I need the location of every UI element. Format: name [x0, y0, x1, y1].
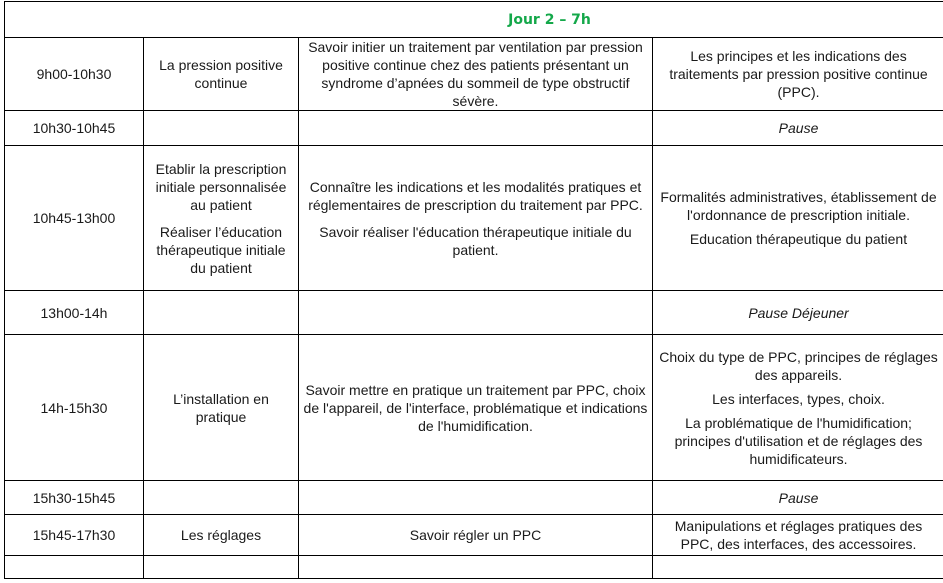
content-text: Choix du type de PPC, principes de réglages des appareils. [659, 348, 938, 383]
time-cell: 15h30-15h45 [5, 481, 144, 515]
objective-text: Savoir réaliser l'éducation thérapeutique initiale du patient. [319, 223, 632, 258]
objective-cell [299, 146, 653, 291]
content-cell: Pause Déjeuner [653, 291, 943, 335]
table-row [5, 481, 943, 515]
content-cell: Les principes et les indications des traitements par pression positive continue (PPC). [653, 38, 943, 111]
empty-cell [653, 556, 943, 579]
empty-cell [299, 556, 653, 579]
content-text: Education thérapeutique du patient [689, 231, 908, 247]
topic-text: Réaliser l’éducation thérapeutique initiale du patient [156, 223, 286, 276]
content-cell [653, 146, 943, 291]
time-cell: 14h-15h30 [5, 335, 144, 481]
empty-cell [5, 556, 144, 579]
empty-cell [144, 556, 299, 579]
objective-cell [299, 291, 653, 335]
content-cell: Pause [653, 481, 943, 515]
objective-cell: Savoir initier un traitement par ventilation par pression positive continue chez des patients présentant un syndrome d’apnées du sommeil de type obstructif sévère. [299, 38, 653, 111]
topic-cell: Les réglages [144, 515, 299, 556]
topic-cell: L’installation en pratique [144, 335, 299, 481]
objective-cell: Savoir régler un PPC [299, 515, 653, 556]
objective-text: Connaître les indications et les modalités pratiques et réglementaires de prescription du traitement par PPC. [308, 178, 643, 213]
day-schedule-table [4, 1, 943, 579]
empty-row [5, 556, 943, 579]
day-title: Jour 2 – 7h [508, 11, 591, 28]
topic-cell [144, 481, 299, 515]
topic-cell: La pression positive continue [144, 38, 299, 111]
topic-cell [144, 146, 299, 291]
table-row [5, 38, 943, 111]
objective-cell [299, 111, 653, 146]
table-row [5, 291, 943, 335]
topic-cell [144, 291, 299, 335]
time-cell: 9h00-10h30 [5, 38, 144, 111]
content-text: Formalités administratives, établissement de l'ordonnance de prescription initiale. [660, 189, 937, 223]
table-row [5, 515, 943, 556]
objective-cell: Savoir mettre en pratique un traitement par PPC, choix de l'appareil, de l'interface, problématique et indications de l'humidification. [299, 335, 653, 481]
objective-cell [299, 481, 653, 515]
title-row [5, 2, 943, 38]
table-row [5, 146, 943, 291]
topic-cell [144, 111, 299, 146]
time-cell: 10h45-13h00 [5, 146, 144, 291]
content-text: La problématique de l'humidification; principes d'utilisation et de réglages des humidificateurs. [674, 414, 923, 467]
table-row [5, 335, 943, 481]
time-cell: 15h45-17h30 [5, 515, 144, 556]
table-row [5, 111, 943, 146]
topic-text: Etablir la prescription initiale personnalisée au patient [155, 160, 287, 213]
time-cell: 10h30-10h45 [5, 111, 144, 146]
content-text: Les interfaces, types, choix. [712, 390, 885, 407]
day-title-cell [5, 2, 943, 38]
content-cell: Manipulations et réglages pratiques des PPC, des interfaces, des accessoires. [653, 515, 943, 556]
time-cell: 13h00-14h [5, 291, 144, 335]
content-cell [653, 335, 943, 481]
content-cell: Pause [653, 111, 943, 146]
